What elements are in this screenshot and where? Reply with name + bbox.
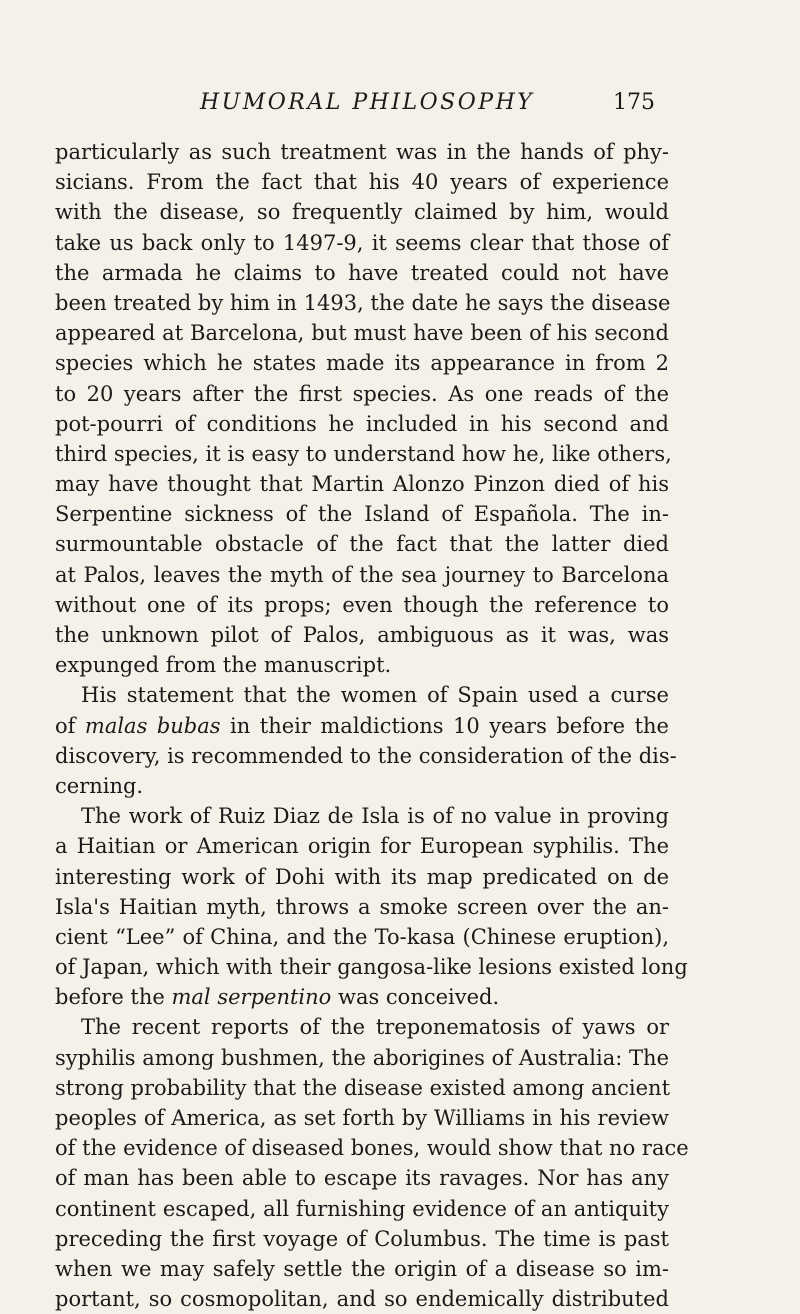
text-line: of Japan, which with their gangosa-like lesions existed long xyxy=(55,955,688,980)
text-line: syphilis among bushmen, the aborigines of Australia: The xyxy=(55,1045,669,1070)
text-line: Serpentine sickness of the Island of Española. The in- xyxy=(55,502,669,527)
text-line: pot-pourri of conditions he included in his second and xyxy=(55,411,669,436)
text-line: when we may safely settle the origin of a disease so im- xyxy=(55,1256,669,1281)
text-line: been treated by him in 1493, the date he says the disease xyxy=(55,290,671,315)
text-line: without one of its props; even though the reference to xyxy=(55,592,669,617)
text-line: peoples of America, as set forth by Williams in his review xyxy=(55,1106,669,1130)
text-line: a Haitian or American origin for European syphilis. The xyxy=(55,834,669,859)
text-line: may have thought that Martin Alonzo Pinzon died of his xyxy=(55,472,669,497)
italic-term: malas bubas xyxy=(84,713,221,738)
text-line: strong probability that the disease existed among ancient xyxy=(55,1075,671,1100)
text-line: The work of Ruiz Diaz de Isla is of no value in proving xyxy=(81,804,669,829)
text-line: The recent reports of the treponematosis of yaws or xyxy=(81,1015,669,1040)
text-run: before the xyxy=(55,985,172,1010)
text-line: the armada he claims to have treated could not have xyxy=(55,260,669,285)
text-line: of man has been able to escape its ravages. Nor has any xyxy=(55,1166,669,1191)
text-line: cient “Lee” of China, and the To-kasa (Chinese eruption), xyxy=(55,924,669,949)
text-line: third species, it is easy to understand how he, like others, xyxy=(55,441,672,466)
running-head xyxy=(200,90,655,120)
text-run: in their maldictions 10 years before the xyxy=(220,713,669,738)
text-run: was conceived. xyxy=(331,985,500,1010)
text-line xyxy=(55,982,669,1012)
text-run: of xyxy=(55,713,85,738)
text-line: species which he states made its appearance in from 2 xyxy=(55,351,669,376)
text-line: expunged from the manuscript. xyxy=(55,653,392,678)
text-line: continent escaped, all furnishing evidence of an antiquity xyxy=(55,1196,669,1221)
running-title: HUMORAL PHILOSOPHY xyxy=(200,90,535,115)
italic-term: mal serpentino xyxy=(171,985,332,1010)
text-line: appeared at Barcelona, but must have been of his second xyxy=(55,321,669,346)
text-line: take us back only to 1497-9, it seems clear that those of xyxy=(55,230,669,255)
text-line: at Palos, leaves the myth of the sea journey to Barcelona xyxy=(55,562,669,587)
text-line xyxy=(55,711,669,741)
text-line: preceding the first voyage of Columbus. The time is past xyxy=(55,1226,669,1251)
page-number: 175 xyxy=(613,90,655,115)
text-line: His statement that the women of Spain used a curse xyxy=(81,683,669,708)
text-line: discovery, is recommended to the consideration of the dis- xyxy=(55,743,677,768)
text-line: to 20 years after the first species. As one reads of the xyxy=(55,381,669,406)
text-line: particularly as such treatment was in the hands of phy- xyxy=(55,140,669,164)
text-line: Isla's Haitian myth, throws a smoke screen over the an- xyxy=(55,894,669,919)
text-line: the unknown pilot of Palos, ambiguous as it was, was xyxy=(55,623,669,647)
body-text xyxy=(55,137,689,1314)
text-line: cerning. xyxy=(55,773,144,798)
text-line: of the evidence of diseased bones, would show that no race xyxy=(55,1136,689,1161)
text-line: surmountable obstacle of the fact that the latter died xyxy=(55,532,669,557)
text-line: sicians. From the fact that his 40 years of experience xyxy=(55,170,669,195)
text-line: portant, so cosmopolitan, and so endemically distributed xyxy=(55,1287,669,1312)
text-line: interesting work of Dohi with its map predicated on de xyxy=(55,864,669,889)
text-line: with the disease, so frequently claimed by him, would xyxy=(55,200,669,225)
